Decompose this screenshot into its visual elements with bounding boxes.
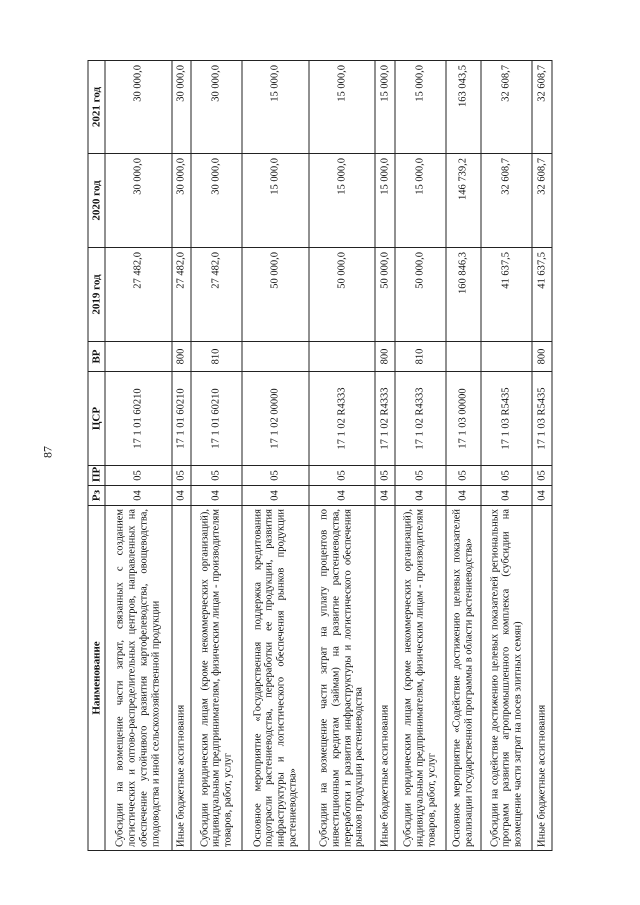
cell-2020: 15 000,0 xyxy=(242,154,309,248)
cell-2021: 30 000,0 xyxy=(191,61,242,154)
cell-name: Иные бюджетные ассигнования xyxy=(172,506,192,851)
cell-csr: 17 1 03 00000 xyxy=(446,372,481,466)
cell-name: Основное мероприятие «Содействие достижению целевых показателей реализации государственной программы в области растениеводства» xyxy=(446,506,481,851)
header-vr: ВР xyxy=(88,342,105,372)
cell-2020: 146 739,2 xyxy=(446,154,481,248)
cell-2021: 15 000,0 xyxy=(395,61,446,154)
cell-pr: 05 xyxy=(446,466,481,486)
table-row xyxy=(375,61,395,851)
cell-rz: 04 xyxy=(446,486,481,506)
cell-rz: 04 xyxy=(191,486,242,506)
table-row xyxy=(105,61,172,851)
cell-2021: 30 000,0 xyxy=(172,61,192,154)
cell-2021: 15 000,0 xyxy=(309,61,376,154)
cell-2020: 30 000,0 xyxy=(172,154,192,248)
cell-rz: 04 xyxy=(242,486,309,506)
header-rz: Рз xyxy=(88,486,105,506)
budget-table xyxy=(88,60,553,851)
cell-name: Иные бюджетные ассигнования xyxy=(375,506,395,851)
cell-rz: 04 xyxy=(481,486,532,506)
cell-pr: 05 xyxy=(375,466,395,486)
rotated-page-content xyxy=(88,61,553,851)
cell-2019: 50 000,0 xyxy=(242,248,309,342)
cell-vr: 800 xyxy=(172,342,192,372)
cell-pr: 05 xyxy=(532,466,552,486)
table-row xyxy=(309,61,376,851)
cell-2019: 41 637,5 xyxy=(532,248,552,342)
cell-2020: 32 608,7 xyxy=(481,154,532,248)
header-name: Наименование xyxy=(88,506,105,851)
cell-pr: 05 xyxy=(172,466,192,486)
cell-2019: 41 637,5 xyxy=(481,248,532,342)
cell-csr: 17 1 02 R4333 xyxy=(395,372,446,466)
cell-vr xyxy=(309,342,376,372)
table-row xyxy=(395,61,446,851)
cell-csr: 17 1 02 00000 xyxy=(242,372,309,466)
cell-rz: 04 xyxy=(105,486,172,506)
table-header-row xyxy=(88,61,105,851)
table-row xyxy=(172,61,192,851)
cell-name: Иные бюджетные ассигнования xyxy=(532,506,552,851)
cell-pr: 05 xyxy=(105,466,172,486)
header-pr: ПР xyxy=(88,466,105,486)
cell-2019: 27 482,0 xyxy=(105,248,172,342)
cell-name: Субсидии на содействие достижению целевых показателей региональных программ развития агропромышленного комплекса (субсидии на возмещение части затрат на посев элитных семян) xyxy=(481,506,532,851)
cell-2020: 15 000,0 xyxy=(309,154,376,248)
cell-vr: 800 xyxy=(375,342,395,372)
cell-name: Субсидии юридическим лицам (кроме некоммерческих организаций), индивидуальным предпринимателям, физическим лицам - производителям товаров, работ, услуг xyxy=(191,506,242,851)
cell-csr: 17 1 01 60210 xyxy=(172,372,192,466)
header-csr: ЦСР xyxy=(88,372,105,466)
cell-vr: 800 xyxy=(532,342,552,372)
cell-rz: 04 xyxy=(395,486,446,506)
cell-2020: 15 000,0 xyxy=(395,154,446,248)
cell-name: Субсидии юридическим лицам (кроме некоммерческих организаций), индивидуальным предпринимателям, физическим лицам - производителям товаров, работ, услуг xyxy=(395,506,446,851)
table-row xyxy=(481,61,532,851)
cell-pr: 05 xyxy=(242,466,309,486)
cell-2020: 32 608,7 xyxy=(532,154,552,248)
cell-csr: 17 1 01 60210 xyxy=(105,372,172,466)
cell-rz: 04 xyxy=(309,486,376,506)
cell-2021: 32 608,7 xyxy=(532,61,552,154)
cell-csr: 17 1 02 R4333 xyxy=(309,372,376,466)
cell-csr: 17 1 03 R5435 xyxy=(481,372,532,466)
cell-2019: 27 482,0 xyxy=(191,248,242,342)
table-row xyxy=(242,61,309,851)
cell-pr: 05 xyxy=(481,466,532,486)
cell-rz: 04 xyxy=(375,486,395,506)
cell-rz: 04 xyxy=(172,486,192,506)
cell-pr: 05 xyxy=(191,466,242,486)
cell-2020: 30 000,0 xyxy=(105,154,172,248)
page-number: 87 xyxy=(40,446,55,458)
cell-pr: 05 xyxy=(395,466,446,486)
cell-2020: 30 000,0 xyxy=(191,154,242,248)
cell-2021: 15 000,0 xyxy=(242,61,309,154)
cell-vr xyxy=(446,342,481,372)
cell-vr: 810 xyxy=(191,342,242,372)
cell-name: Субсидии на возмещение части затрат на уплату процентов по инвестиционным кредитам (займам) на развитие растениеводства, переработки и развития инфраструктуры и логистического обеспечения рынков продукции растениеводства xyxy=(309,506,376,851)
header-2019: 2019 год xyxy=(88,248,105,342)
cell-2021: 32 608,7 xyxy=(481,61,532,154)
cell-pr: 05 xyxy=(309,466,376,486)
cell-name: Субсидии на возмещение части затрат, связанных с созданием логистических и оптово-распределительных центров, направленных на обеспечение устойчивого развития картофелеводства, овощеводства, плодоводства и иной сельскохозяйственной продукции xyxy=(105,506,172,851)
cell-2021: 163 043,5 xyxy=(446,61,481,154)
cell-2019: 27 482,0 xyxy=(172,248,192,342)
cell-2019: 160 846,3 xyxy=(446,248,481,342)
cell-2021: 15 000,0 xyxy=(375,61,395,154)
cell-csr: 17 1 01 60210 xyxy=(191,372,242,466)
cell-vr xyxy=(481,342,532,372)
cell-csr: 17 1 02 R4333 xyxy=(375,372,395,466)
cell-vr xyxy=(242,342,309,372)
cell-name: Основное мероприятие «Государственная поддержка кредитования подотрасли растениеводства, переработки ее продукции, развития инфраструктуры и логистического обеспечения рынков продукции растениеводства» xyxy=(242,506,309,851)
table-row xyxy=(191,61,242,851)
cell-vr xyxy=(105,342,172,372)
cell-2020: 15 000,0 xyxy=(375,154,395,248)
cell-2019: 50 000,0 xyxy=(375,248,395,342)
cell-vr: 810 xyxy=(395,342,446,372)
cell-2019: 50 000,0 xyxy=(395,248,446,342)
header-2021: 2021 год xyxy=(88,61,105,154)
cell-2019: 50 000,0 xyxy=(309,248,376,342)
table-row xyxy=(446,61,481,851)
cell-rz: 04 xyxy=(532,486,552,506)
cell-csr: 17 1 03 R5435 xyxy=(532,372,552,466)
cell-2021: 30 000,0 xyxy=(105,61,172,154)
table-row xyxy=(532,61,552,851)
header-2020: 2020 год xyxy=(88,154,105,248)
